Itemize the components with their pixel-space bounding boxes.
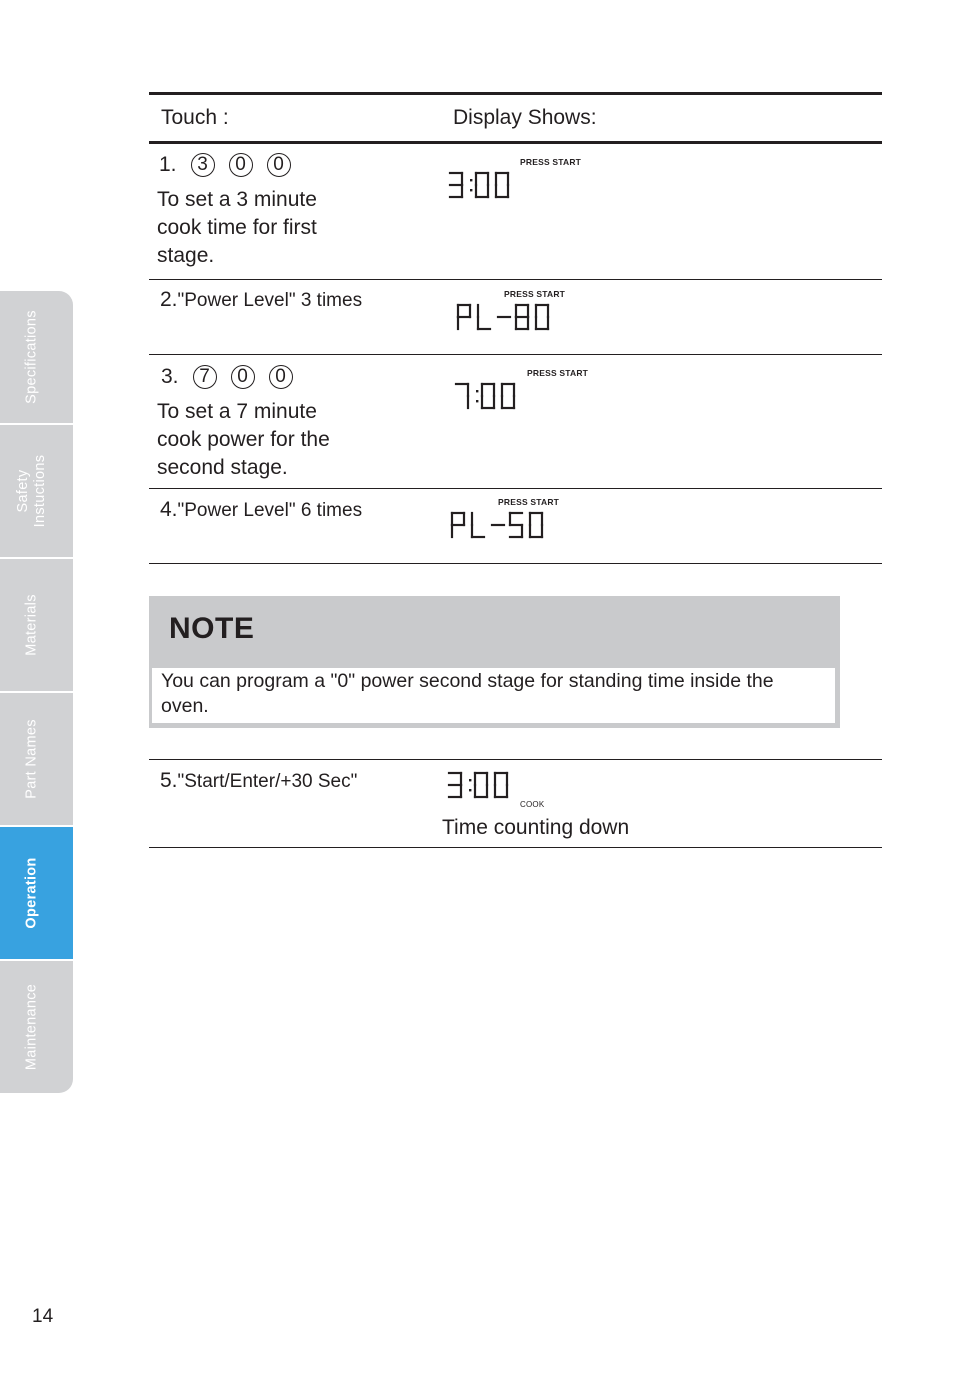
header-display-shows: Display Shows: <box>453 106 597 129</box>
row-divider <box>149 563 882 564</box>
step-4-text: 4."Power Level" 6 times <box>160 498 363 521</box>
row-divider <box>149 354 882 355</box>
key-0-button[interactable]: 0 <box>269 365 293 389</box>
lcd-digit <box>450 173 462 197</box>
note-title: NOTE <box>169 612 255 645</box>
row-divider <box>149 847 882 848</box>
step-5-text: 5."Start/Enter/+30 Sec" <box>160 769 358 792</box>
lcd-colon <box>470 179 472 181</box>
lcd-digit <box>472 513 484 537</box>
lcd-display-step-1 <box>448 170 518 202</box>
table-header-rule <box>149 141 882 144</box>
lcd-colon <box>476 390 478 392</box>
lcd-digit <box>516 305 528 329</box>
tab-maintenance[interactable]: Maintenance <box>0 961 73 1093</box>
lcd-digit <box>496 173 508 197</box>
tab-part-names[interactable]: Part Names <box>0 693 73 825</box>
page-number: 14 <box>32 1306 54 1327</box>
lcd-digit <box>475 773 487 797</box>
step-3-keys: 3. 7 0 0 <box>161 363 293 391</box>
press-start-indicator: PRESS START <box>504 289 566 299</box>
lcd-digit <box>510 513 522 537</box>
lcd-colon <box>470 189 472 191</box>
table-top-rule <box>149 92 882 95</box>
key-0-button[interactable]: 0 <box>231 365 255 389</box>
lcd-digit <box>502 384 514 408</box>
tab-safety-instructions[interactable]: Safety Instuctions <box>0 425 73 557</box>
key-7-button[interactable]: 7 <box>193 365 217 389</box>
row-divider <box>149 759 882 760</box>
note-box <box>149 596 840 728</box>
lcd-digit <box>478 305 490 329</box>
lcd-display-step-3 <box>454 381 524 413</box>
lcd-colon <box>469 789 471 791</box>
cook-indicator: COOK <box>520 800 545 809</box>
key-0-button[interactable]: 0 <box>267 153 291 177</box>
key-3-button[interactable]: 3 <box>191 153 215 177</box>
lcd-digit <box>530 513 542 537</box>
step-3-description: To set a 7 minute cook power for the second stage. <box>157 400 330 479</box>
row-divider <box>149 279 882 280</box>
lcd-digit <box>536 305 548 329</box>
lcd-digit <box>482 384 494 408</box>
step-1-description: To set a 3 minute cook time for first stage. <box>157 188 317 267</box>
lcd-display-step-4 <box>450 510 554 542</box>
press-start-indicator: PRESS START <box>498 497 560 507</box>
tab-operation[interactable]: Operation <box>0 827 73 959</box>
lcd-display-step-5 <box>447 770 517 802</box>
lcd-digit <box>452 513 464 537</box>
lcd-digit <box>456 384 468 408</box>
key-0-button[interactable]: 0 <box>229 153 253 177</box>
lcd-colon <box>469 779 471 781</box>
row-divider <box>149 488 882 489</box>
lcd-digit <box>495 773 507 797</box>
press-start-indicator: PRESS START <box>527 368 589 378</box>
step-1-keys: 1. 3 0 0 <box>159 151 291 179</box>
lcd-digit <box>476 173 488 197</box>
side-tab-bar <box>0 291 73 1093</box>
lcd-digit <box>458 305 470 329</box>
step-2-text: 2."Power Level" 3 times <box>160 288 363 311</box>
note-body: You can program a "0" power second stage for standing time inside the oven. <box>152 668 835 723</box>
tab-materials[interactable]: Materials <box>0 559 73 691</box>
tab-specifications[interactable]: Specifications <box>0 291 73 423</box>
lcd-digit <box>449 773 461 797</box>
press-start-indicator: PRESS START <box>520 157 582 167</box>
lcd-display-step-2 <box>456 302 560 334</box>
header-touch: Touch : <box>161 106 229 129</box>
time-counting-down-caption: Time counting down <box>442 816 630 839</box>
lcd-colon <box>476 400 478 402</box>
